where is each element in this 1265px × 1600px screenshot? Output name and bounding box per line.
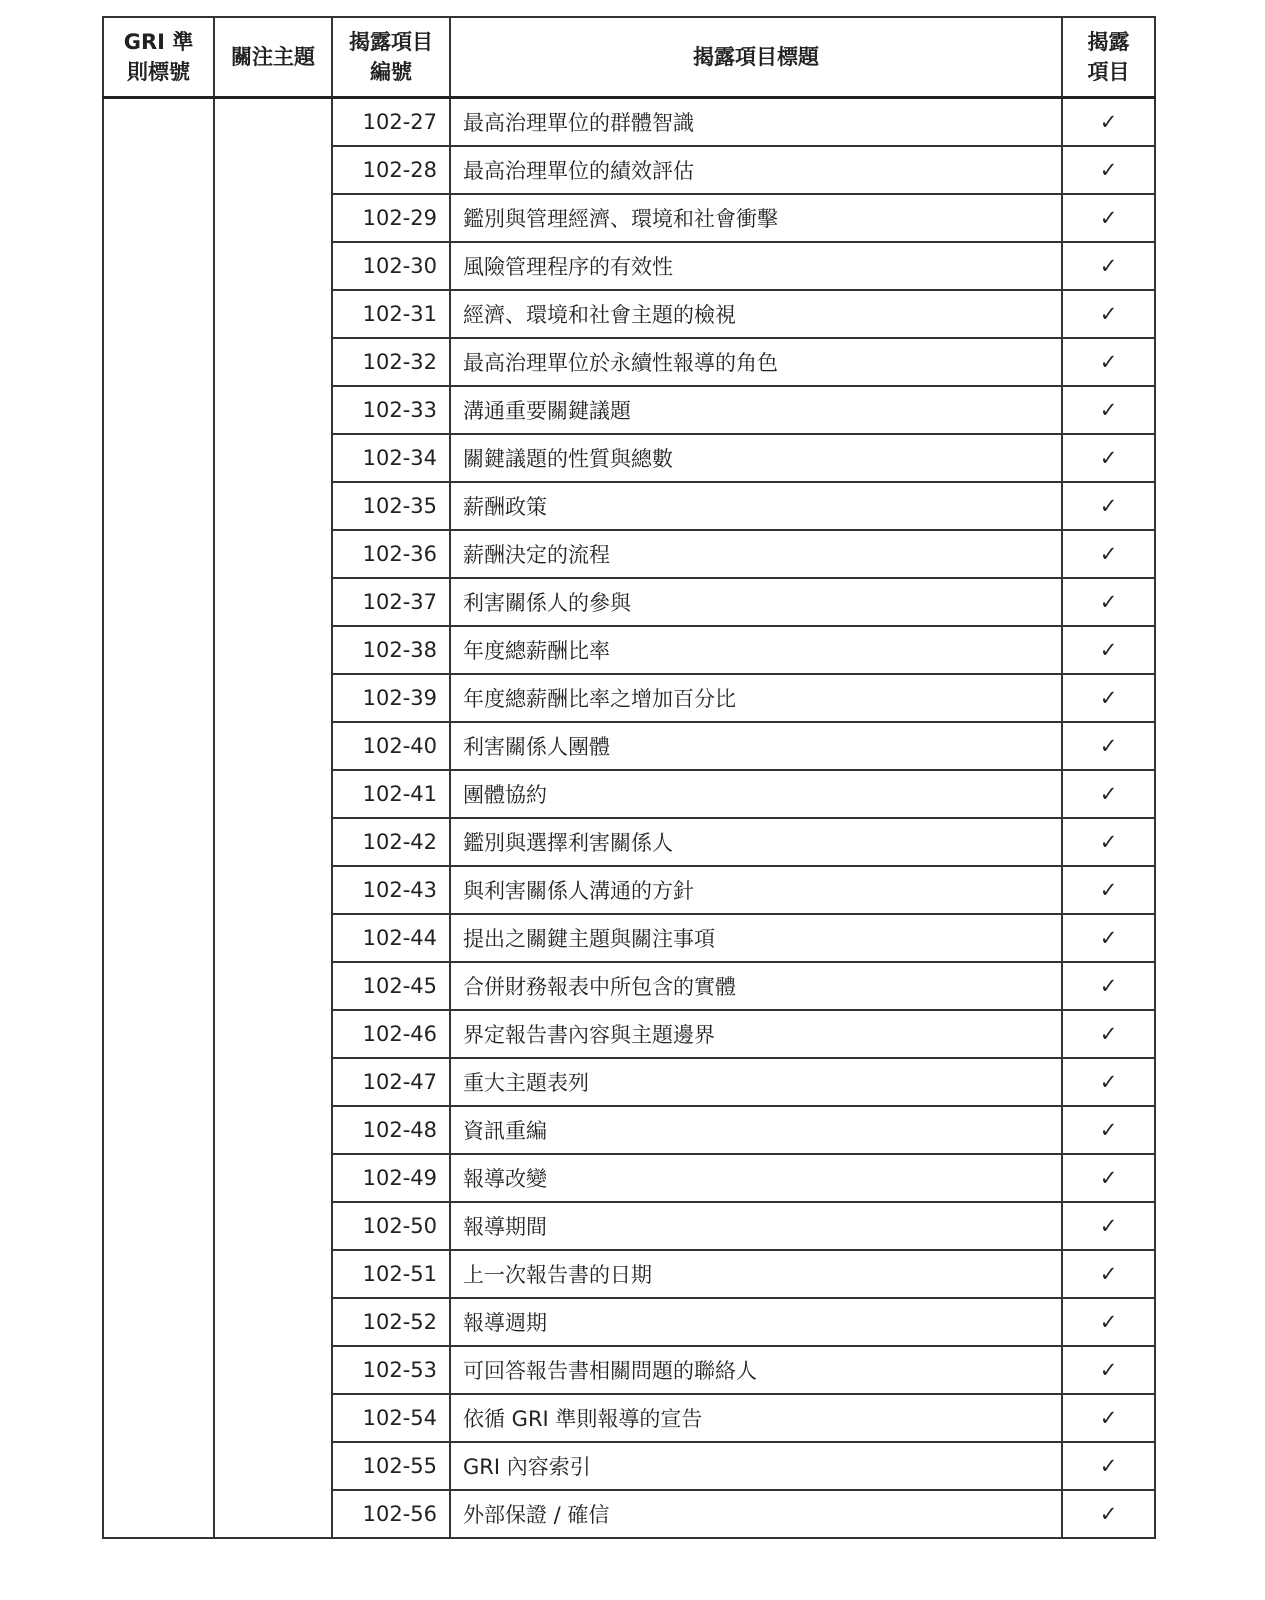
checkmark-icon: ✓ [1062,626,1155,674]
disclosure-code: 102-29 [332,194,450,242]
disclosure-code: 102-36 [332,530,450,578]
checkmark-icon: ✓ [1062,1010,1155,1058]
header-disclosure-code [332,17,450,98]
disclosure-title: 利害關係人團體 [450,722,1062,770]
disclosure-code: 102-41 [332,770,450,818]
disclosure-title: 可回答報告書相關問題的聯絡人 [450,1346,1062,1394]
disclosure-code: 102-30 [332,242,450,290]
table-row [103,98,1155,147]
checkmark-icon: ✓ [1062,866,1155,914]
disclosure-title: 界定報告書內容與主題邊界 [450,1010,1062,1058]
disclosure-title: 團體協約 [450,770,1062,818]
disclosure-code: 102-31 [332,290,450,338]
disclosure-title: 上一次報告書的日期 [450,1250,1062,1298]
header-disclosure-title [450,17,1062,98]
disclosure-code: 102-53 [332,1346,450,1394]
disclosure-title: 經濟、環境和社會主題的檢視 [450,290,1062,338]
disclosure-code: 102-34 [332,434,450,482]
checkmark-icon: ✓ [1062,290,1155,338]
checkmark-icon: ✓ [1062,242,1155,290]
disclosure-title: 最高治理單位的群體智識 [450,98,1062,147]
disclosure-code: 102-39 [332,674,450,722]
table-header-row [103,17,1155,98]
checkmark-icon: ✓ [1062,674,1155,722]
disclosure-code: 102-56 [332,1490,450,1538]
disclosure-title: 重大主題表列 [450,1058,1062,1106]
checkmark-icon: ✓ [1062,386,1155,434]
header-disclosure-title-label: 揭露項目標題 [693,45,819,69]
disclosure-code: 102-49 [332,1154,450,1202]
disclosure-code: 102-44 [332,914,450,962]
disclosure-code: 102-40 [332,722,450,770]
disclosure-code: 102-51 [332,1250,450,1298]
checkmark-icon: ✓ [1062,770,1155,818]
checkmark-icon: ✓ [1062,338,1155,386]
disclosure-code: 102-35 [332,482,450,530]
gri-index-table [102,16,1156,1539]
disclosure-code: 102-37 [332,578,450,626]
disclosure-title: 薪酬政策 [450,482,1062,530]
checkmark-icon: ✓ [1062,1442,1155,1490]
disclosure-code: 102-52 [332,1298,450,1346]
disclosure-title: 溝通重要關鍵議題 [450,386,1062,434]
disclosure-title: 最高治理單位於永續性報導的角色 [450,338,1062,386]
checkmark-icon: ✓ [1062,194,1155,242]
disclosure-title: 關鍵議題的性質與總數 [450,434,1062,482]
disclosure-code: 102-45 [332,962,450,1010]
disclosure-code: 102-46 [332,1010,450,1058]
disclosure-title: 鑑別與管理經濟、環境和社會衝擊 [450,194,1062,242]
disclosure-title: 合併財務報表中所包含的實體 [450,962,1062,1010]
disclosure-title: 年度總薪酬比率 [450,626,1062,674]
checkmark-icon: ✓ [1062,434,1155,482]
checkmark-icon: ✓ [1062,818,1155,866]
header-gri-standard [103,17,214,98]
header-topic [214,17,332,98]
disclosure-title: 鑑別與選擇利害關係人 [450,818,1062,866]
header-disclosure-code-label: 揭露項目編號 [349,30,433,84]
disclosure-title: 資訊重編 [450,1106,1062,1154]
checkmark-icon: ✓ [1062,1154,1155,1202]
disclosure-title: 報導期間 [450,1202,1062,1250]
checkmark-icon: ✓ [1062,1490,1155,1538]
disclosure-code: 102-27 [332,98,450,147]
topic-cell [214,98,332,1539]
header-disclosed-label: 揭露項目 [1087,30,1130,84]
checkmark-icon: ✓ [1062,1058,1155,1106]
checkmark-icon: ✓ [1062,98,1155,147]
disclosure-code: 102-33 [332,386,450,434]
checkmark-icon: ✓ [1062,1298,1155,1346]
disclosure-title: 最高治理單位的績效評估 [450,146,1062,194]
checkmark-icon: ✓ [1062,1250,1155,1298]
disclosure-code: 102-55 [332,1442,450,1490]
disclosure-title: 報導週期 [450,1298,1062,1346]
checkmark-icon: ✓ [1062,722,1155,770]
standard-cell [103,98,214,1539]
disclosure-title: 風險管理程序的有效性 [450,242,1062,290]
header-disclosed [1062,17,1155,98]
disclosure-title: GRI 內容索引 [450,1442,1062,1490]
checkmark-icon: ✓ [1062,482,1155,530]
disclosure-code: 102-43 [332,866,450,914]
header-gri-standard-label: GRI 準則標號 [123,30,194,84]
disclosure-title: 與利害關係人溝通的方針 [450,866,1062,914]
disclosure-title: 報導改變 [450,1154,1062,1202]
disclosure-code: 102-47 [332,1058,450,1106]
checkmark-icon: ✓ [1062,962,1155,1010]
disclosure-code: 102-38 [332,626,450,674]
table-body [103,98,1155,1539]
disclosure-code: 102-28 [332,146,450,194]
checkmark-icon: ✓ [1062,1202,1155,1250]
disclosure-title: 提出之關鍵主題與關注事項 [450,914,1062,962]
checkmark-icon: ✓ [1062,530,1155,578]
checkmark-icon: ✓ [1062,1394,1155,1442]
disclosure-title: 利害關係人的參與 [450,578,1062,626]
disclosure-title: 年度總薪酬比率之增加百分比 [450,674,1062,722]
header-topic-label: 關注主題 [231,45,315,69]
disclosure-code: 102-48 [332,1106,450,1154]
disclosure-code: 102-42 [332,818,450,866]
disclosure-title: 薪酬決定的流程 [450,530,1062,578]
checkmark-icon: ✓ [1062,914,1155,962]
checkmark-icon: ✓ [1062,578,1155,626]
checkmark-icon: ✓ [1062,1346,1155,1394]
disclosure-code: 102-54 [332,1394,450,1442]
checkmark-icon: ✓ [1062,1106,1155,1154]
disclosure-title: 依循 GRI 準則報導的宣告 [450,1394,1062,1442]
disclosure-code: 102-50 [332,1202,450,1250]
disclosure-title: 外部保證 / 確信 [450,1490,1062,1538]
disclosure-code: 102-32 [332,338,450,386]
checkmark-icon: ✓ [1062,146,1155,194]
